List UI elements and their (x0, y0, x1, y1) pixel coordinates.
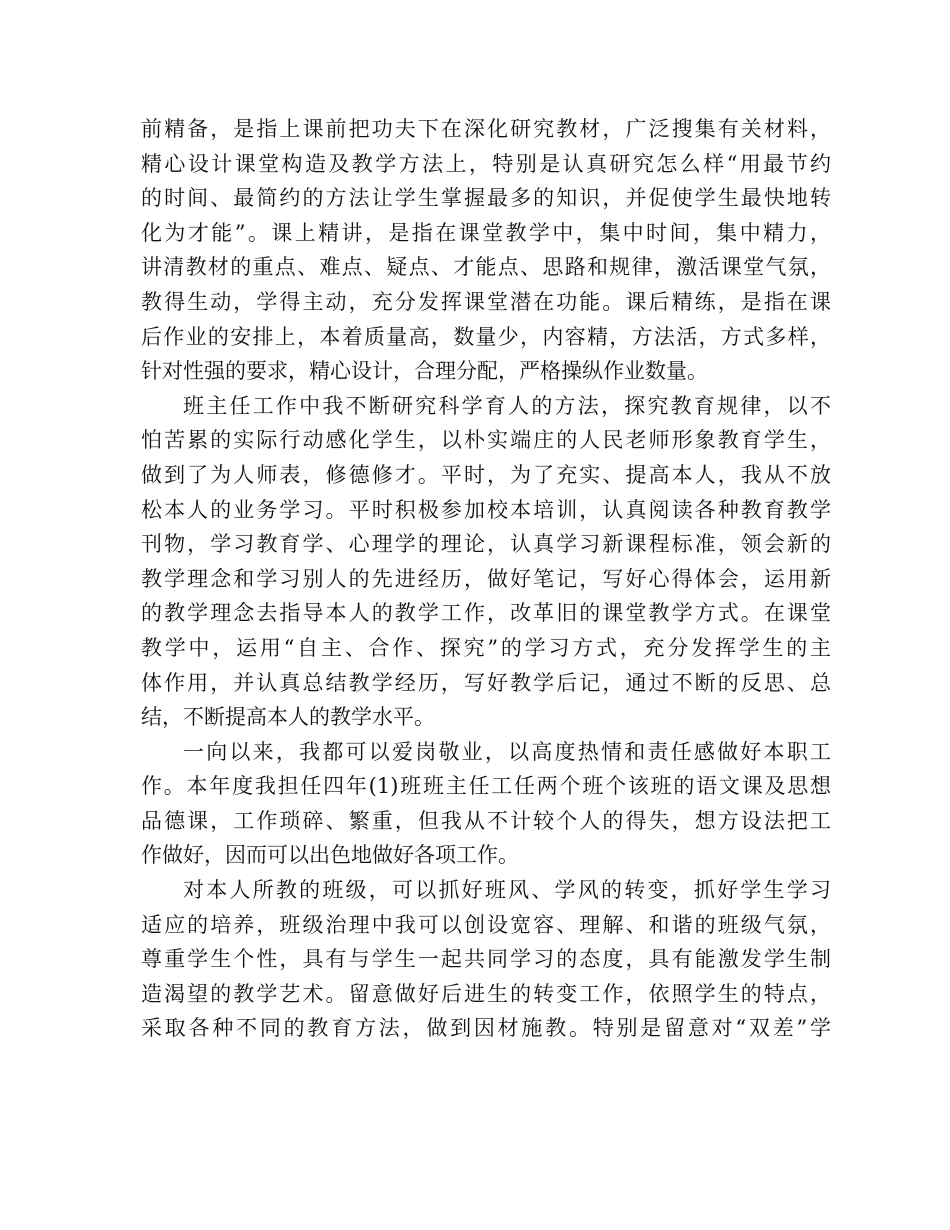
text-line: 对本人所教的班级，可以抓好班风、学风的转变，抓好学生学习 (183, 878, 831, 903)
text-line: 造渴望的教学艺术。留意做好后进生的转变工作，依照学生的特点， (141, 981, 831, 1006)
text-line: 作。本年度我担任四年(1)班班主任工任两个班个该班的语文课及思想 (141, 774, 831, 799)
body-text (141, 112, 831, 1046)
text-line: 结，不断提高本人的教学水平。 (141, 705, 435, 730)
text-line: 适应的培养，班级治理中我可以创设宽容、理解、和谐的班级气氛， (141, 912, 831, 937)
text-line: 怕苦累的实际行动感化学生，以朴实端庄的人民老师形象教育学生， (141, 428, 831, 453)
text-line: 一向以来，我都可以爱岗敬业，以高度热情和责任感做好本职工 (183, 739, 831, 764)
text-line: 作做好，因而可以出色地做好各项工作。 (141, 843, 519, 868)
text-line: 品德课，工作琐碎、繁重，但我从不计较个人的得失，想方设法把工 (141, 808, 831, 833)
text-line: 的时间、最简约的方法让学生掌握最多的知识，并促使学生最快地转 (141, 186, 831, 211)
text-line: 教学理念和学习别人的先进经历，做好笔记，写好心得体会，运用新 (141, 566, 831, 591)
text-line: 做到了为人师表，修德修才。平时，为了充实、提高本人，我从不放 (141, 462, 831, 487)
text-line: 教学中，运用“自主、合作、探究”的学习方式，充分发挥学生的主 (141, 635, 831, 660)
text-line: 班主任工作中我不断研究科学育人的方法，探究教育规律，以不 (183, 393, 831, 418)
text-line: 刊物，学习教育学、心理学的理论，认真学习新课程标准，领会新的 (141, 532, 831, 557)
text-line: 前精备，是指上课前把功夫下在深化研究教材，广泛搜集有关材料， (141, 117, 831, 141)
text-line: 采取各种不同的教育方法，做到因材施教。特别是留意对“双差”学 (141, 1016, 831, 1041)
text-line: 针对性强的要求，精心设计，合理分配，严格操纵作业数量。 (141, 359, 708, 384)
text-line: 讲清教材的重点、难点、疑点、才能点、思路和规律，激活课堂气氛， (141, 255, 831, 280)
text-line: 的教学理念去指导本人的教学工作，改革旧的课堂教学方式。在课堂 (141, 601, 831, 626)
text-line: 教得生动，学得主动，充分发挥课堂潜在功能。课后精练，是指在课 (141, 289, 831, 314)
text-line: 精心设计课堂构造及教学方法上，特别是认真研究怎么样“用最节约 (141, 151, 831, 176)
text-line: 尊重学生个性，具有与学生一起共同学习的态度，具有能激发学生制 (141, 947, 831, 972)
text-line: 后作业的安排上，本着质量高，数量少，内容精，方法活，方式多样， (141, 324, 831, 349)
text-line: 体作用，并认真总结教学经历，写好教学后记，通过不断的反思、总 (141, 670, 831, 695)
text-line: 松本人的业务学习。平时积极参加校本培训，认真阅读各种教育教学 (141, 497, 831, 522)
text-line: 化为才能”。课上精讲，是指在课堂教学中，集中时间，集中精力， (141, 220, 831, 245)
